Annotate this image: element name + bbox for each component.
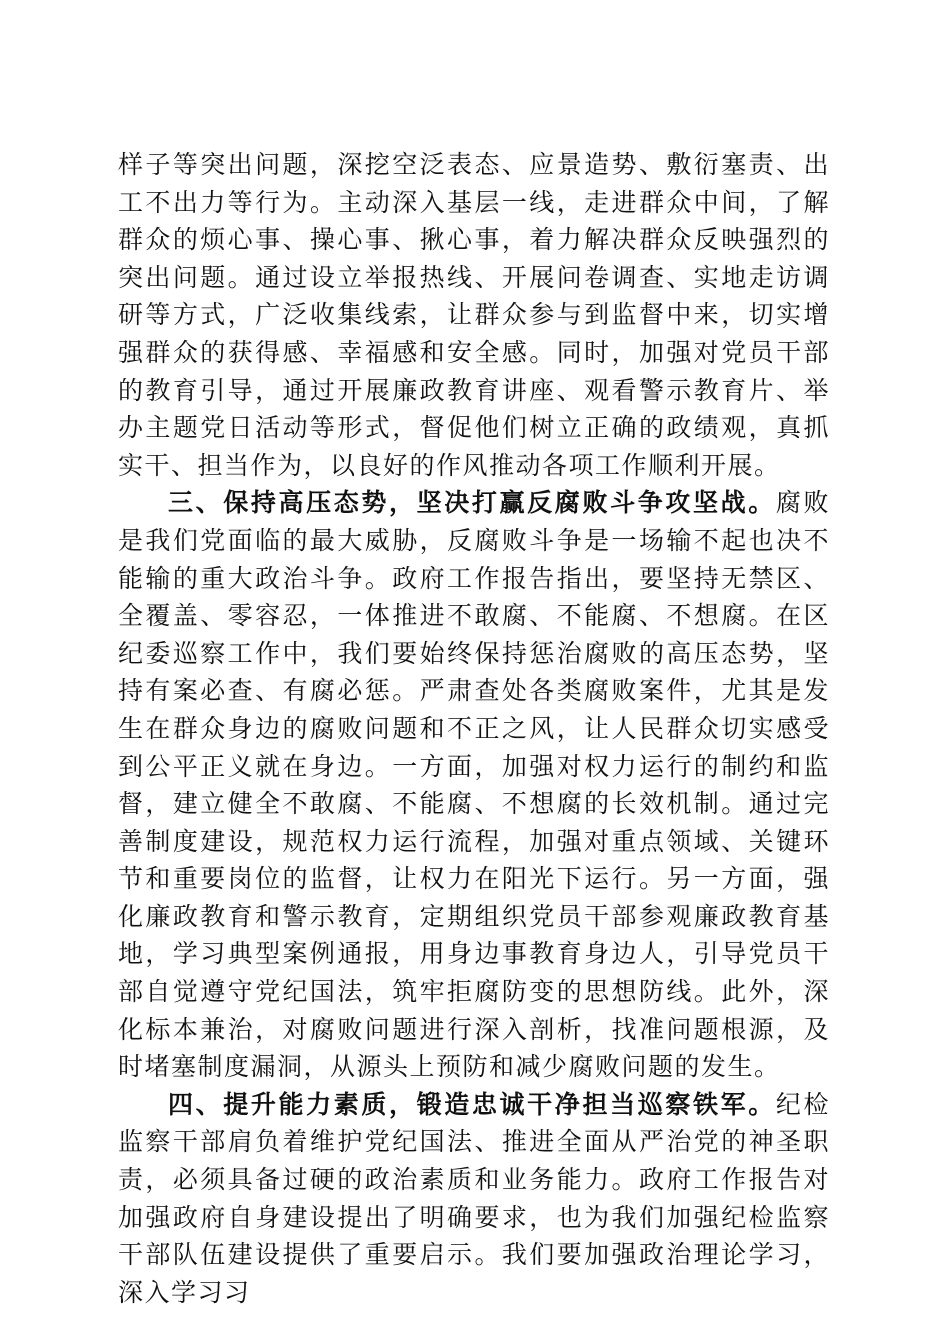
paragraph-text: 腐败是我们党面临的最大威胁，反腐败斗争是一场输不起也决不能输的重大政治斗争。政府工作报告指出，要坚持无禁区、全覆盖、零容忍，一体推进不敢腐、不能腐、不想腐。在区纪委巡察工作中，我们要始终保持惩治腐败的高压态势，坚持有案必查、有腐必惩。严肃查处各类腐败案件，尤其是发生在群众身边的腐败问题和不正之风，让人民群众切实感受到公平正义就在身边。一方面，加强对权力运行的制约和监督，建立健全不敢腐、不能腐、不想腐的长效机制。通过完善制度建设，规范权力运行流程，加强对重点领域、关键环节和重要岗位的监督，让权力在阳光下运行。另一方面，强化廉政教育和警示教育，定期组织党员干部参观廉政教育基地，学习典型案例通报，用身边事教育身边人，引导党员干部自觉遵守党纪国法，筑牢拒腐防变的思想防线。此外，深化标本兼治，对腐败问题进行深入剖析，找准问题根源，及时堵塞制度漏洞，从源头上预防和减少腐败问题的发生。 [118, 488, 830, 1082]
document-body [118, 146, 830, 1311]
paragraph-section-four [118, 1086, 830, 1312]
section-heading: 四、提升能力素质，锻造忠诚干净担当巡察铁军。 [168, 1089, 776, 1119]
paragraph-continuation [118, 146, 830, 484]
section-heading: 三、保持高压态势，坚决打赢反腐败斗争攻坚战。 [168, 488, 776, 518]
paragraph-text: 样子等突出问题，深挖空泛表态、应景造势、敷衍塞责、出工不出力等行为。主动深入基层一线，走进群众中间，了解群众的烦心事、操心事、揪心事，着力解决群众反映强烈的突出问题。通过设立举报热线、开展问卷调查、实地走访调研等方式，广泛收集线索，让群众参与到监督中来，切实增强群众的获得感、幸福感和安全感。同时，加强对党员干部的教育引导，通过开展廉政教育讲座、观看警示教育片、举办主题党日活动等形式，督促他们树立正确的政绩观，真抓实干、担当作为，以良好的作风推动各项工作顺利开展。 [118, 150, 830, 480]
paragraph-text: 纪检监察干部肩负着维护党纪国法、推进全面从严治党的神圣职责，必须具备过硬的政治素质和业务能力。政府工作报告对加强政府自身建设提出了明确要求，也为我们加强纪检监察干部队伍建设提供了重要启示。我们要加强政治理论学习，深入学习习 [118, 1089, 830, 1307]
paragraph-section-three [118, 484, 830, 1086]
